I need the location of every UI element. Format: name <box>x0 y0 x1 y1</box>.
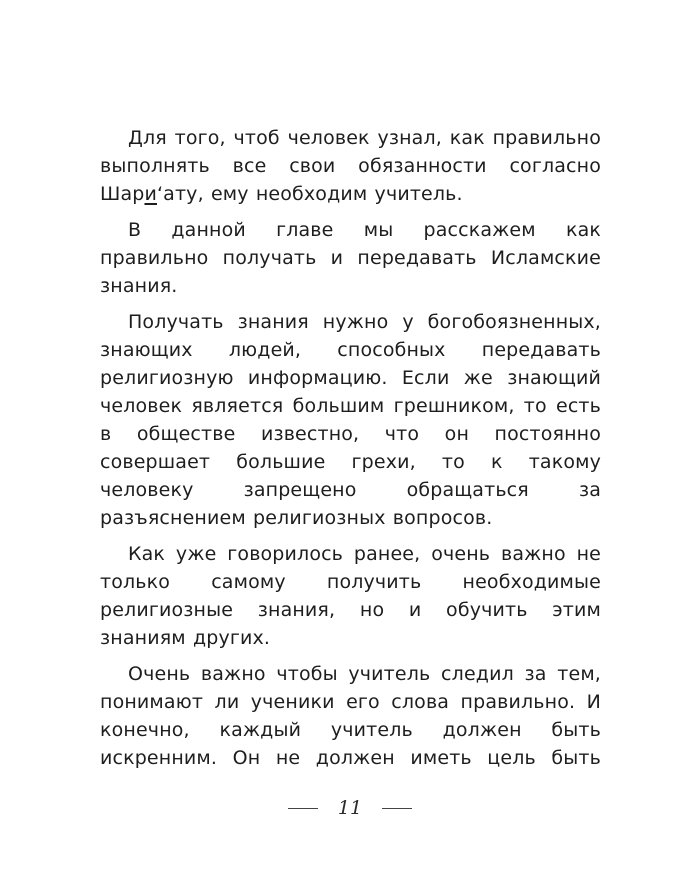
underlined-letter: и <box>144 183 157 205</box>
paragraph-3: Получать знания нужно у богобоязненных, знающих людей, способных передавать религиозную информацию. Если же знающий человек является большим грешником, то есть в обществе известно, что он постоянно совершает большие грехи, то к такому человеку запрещено обращаться за разъяснением религиозных вопросов. <box>100 311 601 529</box>
page-body <box>100 124 601 780</box>
footer-rule-right <box>382 808 412 809</box>
page-footer <box>0 796 700 820</box>
footer-rule-left <box>288 808 318 809</box>
paragraph-1-text-start: Для того, чтоб человек узнал, как правильно выполнять все свои обязанности согласно Шар <box>100 127 601 205</box>
paragraph-2: В данной главе мы расскажем как правильно получать и передавать Исламские знания. <box>100 219 601 297</box>
page-number: 11 <box>337 797 363 819</box>
paragraph-1-text-end: ʻату, ему необходим учитель. <box>156 183 463 205</box>
paragraph-1 <box>100 124 601 208</box>
paragraph-4: Как уже говорилось ранее, очень важно не только самому получить необходимые религиозные знания, но и обучить этим знаниям других. <box>100 543 601 649</box>
paragraph-5: Очень важно чтобы учитель следил за тем, понимают ли ученики его слова правильно. И конечно, каждый учитель должен быть искренним. Он не должен иметь цель быть <box>100 663 601 769</box>
